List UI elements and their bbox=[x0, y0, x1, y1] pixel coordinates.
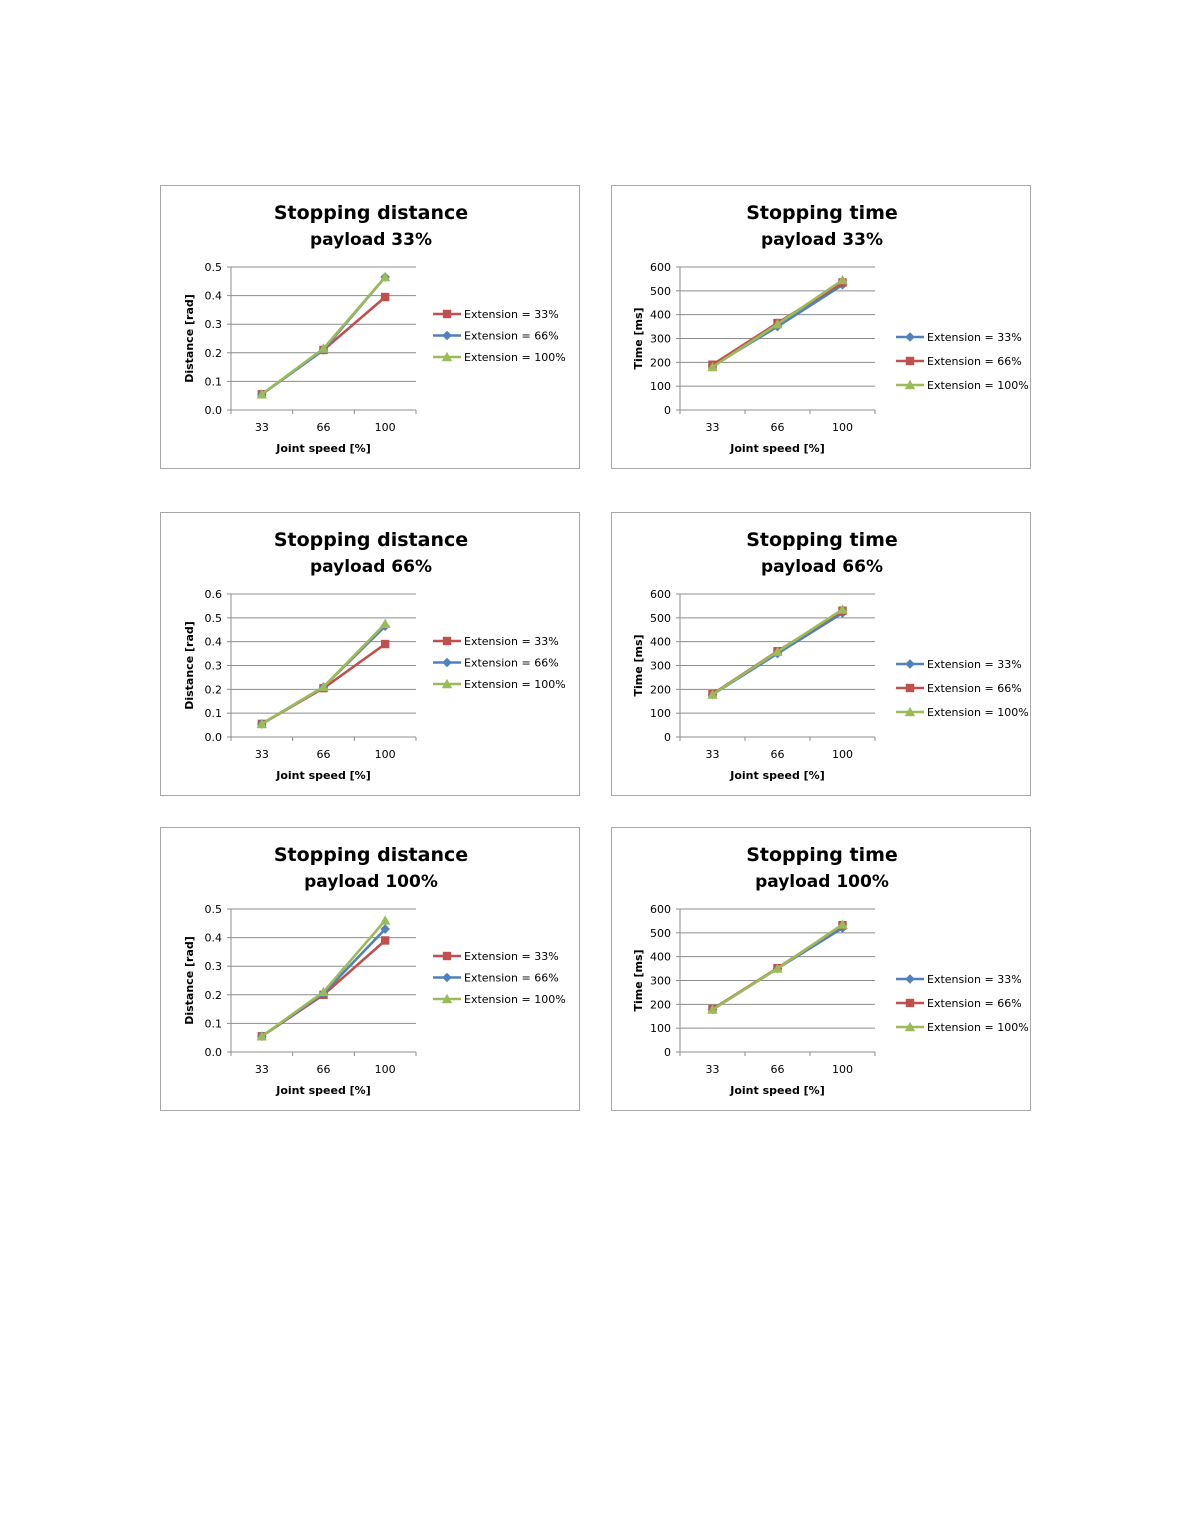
series-line bbox=[262, 929, 385, 1036]
legend-entry bbox=[896, 973, 1022, 986]
x-tick-label: 66 bbox=[316, 421, 331, 434]
y-tick-label: 0.1 bbox=[204, 375, 222, 389]
data-point bbox=[381, 936, 389, 944]
legend-label: Extension = 66% bbox=[464, 329, 559, 343]
y-tick-label: 0.0 bbox=[204, 404, 222, 417]
series-line bbox=[262, 277, 385, 394]
chart-distance-payload-33 bbox=[161, 186, 581, 470]
legend-entry bbox=[433, 308, 559, 321]
legend-swatch-marker bbox=[442, 331, 452, 341]
legend-swatch-marker bbox=[443, 952, 451, 960]
legend-label: Extension = 33% bbox=[927, 973, 1022, 986]
legend-label: Extension = 100% bbox=[927, 1021, 1029, 1034]
legend-label: Extension = 100% bbox=[927, 379, 1029, 392]
legend-swatch-marker bbox=[906, 999, 914, 1007]
y-tick-label: 300 bbox=[650, 974, 671, 988]
x-axis-label: Joint speed [%] bbox=[276, 442, 371, 455]
chart-time-payload-66 bbox=[612, 513, 1032, 797]
y-tick-label: 500 bbox=[650, 611, 671, 625]
y-tick-label: 0.5 bbox=[204, 611, 222, 625]
y-tick-label: 0.4 bbox=[204, 931, 222, 945]
y-axis-label: Distance [rad] bbox=[183, 621, 196, 710]
data-point bbox=[380, 915, 390, 924]
y-axis-label: Time [ms] bbox=[632, 634, 645, 697]
legend-swatch-marker bbox=[906, 684, 914, 692]
series-2 bbox=[707, 919, 847, 1013]
chart-subtitle: payload 100% bbox=[755, 872, 889, 892]
legend-entry bbox=[433, 330, 559, 343]
y-tick-label: 0.3 bbox=[204, 659, 222, 673]
chart-subtitle: payload 33% bbox=[310, 230, 432, 250]
legend-swatch-marker bbox=[443, 637, 451, 645]
legend-entry bbox=[433, 993, 566, 1006]
chart-panel-distance-payload-33 bbox=[160, 185, 580, 469]
series-line bbox=[262, 626, 385, 724]
y-tick-label: 0.5 bbox=[204, 261, 222, 274]
legend-entry bbox=[896, 355, 1022, 368]
legend-label: Extension = 100% bbox=[464, 993, 566, 1006]
x-tick-label: 100 bbox=[832, 748, 853, 761]
y-tick-label: 200 bbox=[650, 356, 671, 370]
y-tick-label: 200 bbox=[650, 683, 671, 697]
x-tick-label: 33 bbox=[705, 748, 720, 761]
legend-entry bbox=[896, 379, 1029, 392]
series-2 bbox=[257, 272, 391, 399]
chart-title: Stopping time bbox=[746, 202, 898, 224]
x-tick-label: 66 bbox=[316, 748, 331, 761]
y-tick-label: 0 bbox=[664, 404, 671, 417]
y-axis-label: Distance [rad] bbox=[183, 294, 196, 383]
y-tick-label: 0.5 bbox=[204, 903, 222, 916]
x-axis-label: Joint speed [%] bbox=[730, 442, 825, 455]
y-tick-label: 500 bbox=[650, 926, 671, 940]
y-tick-label: 400 bbox=[650, 950, 671, 964]
y-tick-label: 0.2 bbox=[204, 346, 222, 360]
chart-title: Stopping time bbox=[746, 844, 898, 866]
chart-subtitle: payload 66% bbox=[310, 557, 432, 577]
legend-label: Extension = 66% bbox=[464, 656, 559, 670]
legend-entry bbox=[433, 351, 566, 364]
chart-title: Stopping distance bbox=[273, 202, 469, 224]
x-tick-label: 33 bbox=[254, 1063, 269, 1076]
chart-panel-distance-payload-66 bbox=[160, 512, 580, 796]
y-tick-label: 0.2 bbox=[204, 988, 222, 1002]
y-tick-label: 300 bbox=[650, 659, 671, 673]
x-tick-label: 33 bbox=[254, 421, 269, 434]
chart-subtitle: payload 33% bbox=[761, 230, 883, 250]
x-tick-label: 33 bbox=[254, 748, 269, 761]
legend-label: Extension = 100% bbox=[464, 678, 566, 691]
x-tick-label: 100 bbox=[832, 1063, 853, 1076]
y-axis-label: Time [ms] bbox=[632, 307, 645, 370]
legend-entry bbox=[433, 950, 559, 963]
chart-panel-distance-payload-100 bbox=[160, 827, 580, 1111]
x-tick-label: 66 bbox=[770, 748, 785, 761]
chart-subtitle: payload 100% bbox=[304, 872, 438, 892]
x-tick-label: 100 bbox=[374, 1063, 396, 1076]
chart-time-payload-100 bbox=[612, 828, 1032, 1112]
x-tick-label: 66 bbox=[770, 421, 785, 434]
legend-entry bbox=[896, 706, 1029, 719]
y-tick-label: 0.1 bbox=[204, 707, 222, 721]
legend-swatch-marker bbox=[905, 974, 915, 984]
y-tick-label: 0.0 bbox=[204, 1046, 222, 1059]
y-axis-label: Time [ms] bbox=[632, 949, 645, 1012]
x-tick-label: 100 bbox=[832, 421, 853, 434]
y-tick-label: 0.3 bbox=[204, 960, 222, 974]
legend-entry bbox=[896, 331, 1022, 344]
legend-entry bbox=[433, 972, 559, 985]
legend-swatch-marker bbox=[442, 658, 452, 668]
y-tick-label: 0 bbox=[664, 731, 671, 744]
y-tick-label: 0.2 bbox=[204, 683, 222, 697]
series-2 bbox=[707, 275, 847, 371]
y-tick-label: 600 bbox=[650, 261, 671, 274]
y-tick-label: 0.4 bbox=[204, 635, 222, 649]
chart-subtitle: payload 66% bbox=[761, 557, 883, 577]
legend-label: Extension = 33% bbox=[464, 308, 559, 321]
y-tick-label: 200 bbox=[650, 998, 671, 1012]
legend-entry bbox=[433, 657, 559, 670]
x-tick-label: 33 bbox=[705, 1063, 720, 1076]
data-point bbox=[381, 293, 389, 301]
series-1 bbox=[257, 272, 390, 399]
legend-swatch-marker bbox=[905, 332, 915, 342]
y-tick-label: 0 bbox=[664, 1046, 671, 1059]
y-tick-label: 600 bbox=[650, 903, 671, 916]
y-tick-label: 100 bbox=[650, 1022, 671, 1036]
legend-label: Extension = 100% bbox=[927, 706, 1029, 719]
x-axis-label: Joint speed [%] bbox=[730, 1084, 825, 1097]
x-tick-label: 100 bbox=[374, 421, 396, 434]
y-tick-label: 0.1 bbox=[204, 1017, 222, 1031]
legend-label: Extension = 66% bbox=[927, 355, 1022, 368]
legend-entry bbox=[433, 678, 566, 691]
x-axis-label: Joint speed [%] bbox=[276, 769, 371, 782]
chart-panel-time-payload-66 bbox=[611, 512, 1031, 796]
y-tick-label: 300 bbox=[650, 332, 671, 346]
x-tick-label: 66 bbox=[770, 1063, 785, 1076]
legend-entry bbox=[896, 658, 1022, 671]
chart-distance-payload-100 bbox=[161, 828, 581, 1112]
x-tick-label: 100 bbox=[374, 748, 396, 761]
data-point bbox=[380, 619, 390, 628]
legend-swatch-marker bbox=[442, 973, 452, 983]
legend-swatch-marker bbox=[905, 659, 915, 669]
y-tick-label: 0.4 bbox=[204, 289, 222, 303]
chart-distance-payload-66 bbox=[161, 513, 581, 797]
legend-label: Extension = 66% bbox=[464, 971, 559, 985]
legend-entry bbox=[896, 997, 1022, 1010]
legend-label: Extension = 33% bbox=[927, 658, 1022, 671]
series-2 bbox=[257, 619, 391, 729]
legend-entry bbox=[896, 1021, 1029, 1034]
legend-swatch-marker bbox=[906, 357, 914, 365]
y-tick-label: 0.0 bbox=[204, 731, 222, 744]
legend-label: Extension = 33% bbox=[464, 635, 559, 648]
y-tick-label: 0.6 bbox=[204, 588, 222, 601]
legend-label: Extension = 66% bbox=[927, 997, 1022, 1010]
y-tick-label: 100 bbox=[650, 380, 671, 394]
legend-label: Extension = 100% bbox=[464, 351, 566, 364]
y-axis-label: Distance [rad] bbox=[183, 936, 196, 1025]
legend-label: Extension = 33% bbox=[927, 331, 1022, 344]
legend-swatch-marker bbox=[443, 310, 451, 318]
legend-label: Extension = 33% bbox=[464, 950, 559, 963]
x-axis-label: Joint speed [%] bbox=[276, 1084, 371, 1097]
legend-entry bbox=[433, 635, 559, 648]
x-axis-label: Joint speed [%] bbox=[730, 769, 825, 782]
data-point bbox=[381, 640, 389, 648]
chart-panel-time-payload-33 bbox=[611, 185, 1031, 469]
chart-title: Stopping distance bbox=[273, 529, 469, 551]
legend-label: Extension = 66% bbox=[927, 682, 1022, 695]
y-tick-label: 400 bbox=[650, 635, 671, 649]
y-tick-label: 500 bbox=[650, 284, 671, 298]
series-line bbox=[262, 624, 385, 724]
y-tick-label: 600 bbox=[650, 588, 671, 601]
y-tick-label: 400 bbox=[650, 308, 671, 322]
series-2 bbox=[707, 604, 847, 698]
chart-panel-time-payload-100 bbox=[611, 827, 1031, 1111]
chart-title: Stopping distance bbox=[273, 844, 469, 866]
x-tick-label: 33 bbox=[705, 421, 720, 434]
y-tick-label: 0.3 bbox=[204, 318, 222, 332]
x-tick-label: 66 bbox=[316, 1063, 331, 1076]
legend-entry bbox=[896, 682, 1022, 695]
series-2 bbox=[257, 915, 391, 1040]
chart-title: Stopping time bbox=[746, 529, 898, 551]
series-line bbox=[262, 277, 385, 394]
chart-time-payload-33 bbox=[612, 186, 1032, 470]
y-tick-label: 100 bbox=[650, 707, 671, 721]
